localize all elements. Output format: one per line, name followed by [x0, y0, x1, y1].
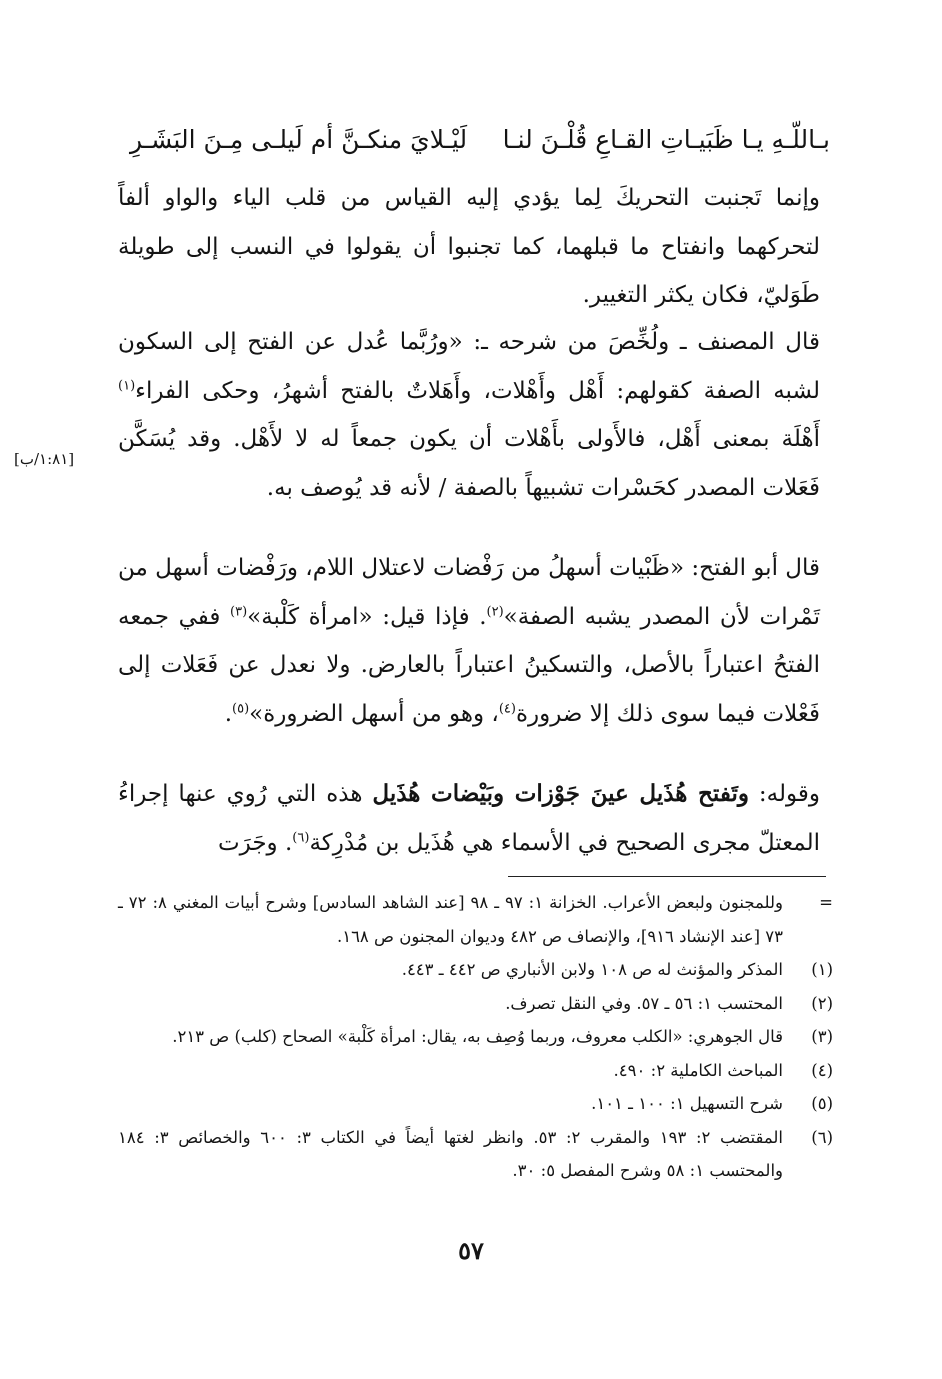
- paragraph-3-text-d: ، وهو من أسهل الضرورة»: [249, 700, 499, 727]
- paragraph-3-text-b: . فإذا قيل: «امرأة كَلْبة»: [247, 603, 487, 630]
- footnote-text: المذكر والمؤنث له ص ١٠٨ ولابن الأنباري ص ٤٤٢ ـ ٤٤٣.: [401, 960, 783, 979]
- paragraph-3-text-e: .: [224, 700, 232, 727]
- verse-second-hemistich: لَيْـلايَ منكـنَّ أم لَيلـى مِـنَ البَشَـرِ: [130, 125, 468, 154]
- footnote-number: =: [819, 893, 833, 912]
- footnote-4: [118, 1054, 833, 1088]
- paragraph-1: وإنما تَجنبت التحريكَ لِما يؤدي إليه القياس من قلب الياء والواو ألفاً لتحركهما وانفتاح ما قبلهما، كما تجنبوا أن يقولوا في النسب إلى طويلة طَوَليّ، فكان يكثر التغيير.: [118, 185, 820, 308]
- footnote-number: (١): [811, 960, 833, 979]
- footnote-ref-4[interactable]: (٤): [498, 700, 516, 716]
- footnote-ref-3[interactable]: (٣): [230, 603, 248, 619]
- paragraph-3: [118, 544, 820, 738]
- footnote-text: المقتضب ٢: ١٩٣ والمقرب ٢: ٥٣. وانظر لغتها أيضاً في الكتاب ٣: ٦٠٠ والخصائص ٣: ١٨٤ والمحتسب ١: ٥٨ وشرح المفصل ٥: ٣٠.: [118, 1127, 783, 1180]
- paragraph-4-text-b: هذه التي رُوي عنها إجراءُ المعتلّ مجرى الصحيح في الأسماء هي هُذَيل بن مُدْرِكة: [118, 781, 820, 856]
- paragraph-4-bold-quote: وتَفتح هُذَيل عينَ جَوْزات وبَيْضات هُذَيل: [372, 780, 749, 807]
- poetry-verse: [110, 118, 830, 162]
- paragraph-2-text-a: قال المصنف ـ ولُخِّصَ من شرحه ـ: «ورُبَّما عُدل عن الفتح إلى السكون لشبه الصفة كقولهم: أَهْل وأَهْلات، وأَهَلاتٌ بالفتح أشهرُ، وحكى الفراء: [118, 329, 820, 404]
- paragraph-4-text-c: . وجَرَت: [218, 829, 293, 856]
- footnotes-section: [118, 886, 833, 1188]
- footnote-number: (٦): [811, 1127, 833, 1147]
- footnote-3: [118, 1020, 833, 1054]
- paragraph-2-text-b: أَهْلَة بمعنى أَهْل، فالأَولى بأَهْلات أن يكون جمعاً له لا لأَهْل. وقد يُسَكَّن فَعَلات المصدر كحَسْرات تشبيهاً بالصفة / لأنه قد يُوصف به.: [118, 426, 820, 501]
- paragraph-3-text-c: ففي جمعه الفتحُ اعتباراً بالأصل، والتسكينُ اعتباراً بالعارض. ولا نعدل عن فَعَلات إلى فَعْلات فيما سوى ذلك إلا ضرورة: [118, 603, 820, 727]
- footnote-text: المحتسب ١: ٥٦ ـ ٥٧. وفي النقل تصرف.: [505, 993, 783, 1013]
- footnote-1: [118, 953, 833, 987]
- margin-manuscript-reference: [١:٨١/ب]: [14, 450, 75, 468]
- footnote-number: (٣): [811, 1027, 833, 1046]
- footnote-5: [118, 1087, 833, 1121]
- footnote-number: (٥): [811, 1094, 833, 1113]
- footnote-text: وللمجنون ولبعض الأعراب. الخزانة ١: ٩٧ ـ ٩٨ [عند الشاهد السادس] وشرح أبيات المغني ٨: ٧٢ ـ ٧٣ [عند الإنشاد ٩١٦]، والإنصاف ص ٤٨٢ وديوان المجنون ص ١٦٨.: [118, 893, 784, 946]
- footnote-6: [118, 1121, 833, 1188]
- footnote-text: المباحث الكاملية ٢: ٤٩٠.: [613, 1060, 783, 1080]
- footnote-text: شرح التسهيل ١: ١٠٠ ـ ١٠١.: [591, 1094, 783, 1113]
- footnote-ref-2[interactable]: (٢): [486, 603, 504, 619]
- footnote-separator: [508, 876, 826, 877]
- footnote-text: قال الجوهري: «الكلب معروف، وربما وُصِف به، يقال: امرأة كَلْبة» الصحاح (كلب) ص ٢١٣.: [172, 1027, 783, 1046]
- footnote-continued: [118, 886, 833, 953]
- verse-first-hemistich: بـاللّـهِ يـا ظَبَيـاتِ القـاعِ قُلْـنَ لنـا: [502, 125, 830, 154]
- footnote-ref-5[interactable]: (٥): [232, 700, 250, 716]
- paragraph-4-text-a: وقوله:: [748, 781, 820, 807]
- paragraph-2: [118, 318, 820, 512]
- footnote-ref-1[interactable]: (١): [118, 377, 136, 393]
- footnote-ref-6[interactable]: (٦): [292, 829, 310, 845]
- paragraph-3-text-a: قال أبو الفتح: «ظَبْيات أسهلُ من رَفْضات لاعتلال اللام، ورَفْضات أسهل من تَمْرات لأن المصدر يشبه الصفة»: [118, 555, 820, 630]
- paragraph-4: [118, 770, 820, 867]
- page-number: ٥٧: [458, 1236, 484, 1265]
- footnote-number: (٤): [811, 1060, 833, 1080]
- footnote-2: [118, 987, 833, 1021]
- footnote-number: (٢): [811, 993, 833, 1013]
